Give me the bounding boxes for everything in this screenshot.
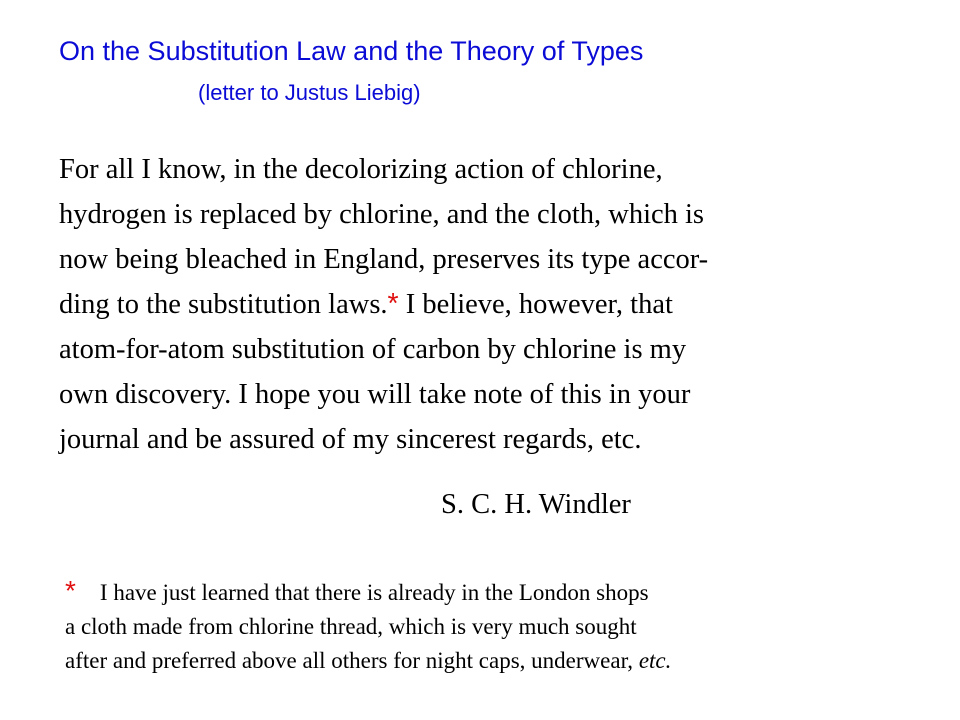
letter-body <box>59 147 939 462</box>
slide-subtitle: (letter to Justus Liebig) <box>198 80 421 105</box>
footnote-line-1 <box>65 574 945 610</box>
body-line-5: atom-for-atom substitution of carbon by chlorine is my <box>59 334 687 365</box>
footnote <box>65 574 945 678</box>
footnote-marker-asterisk: * <box>65 575 76 606</box>
footnote-line-3 <box>65 644 945 678</box>
signature: S. C. H. Windler <box>441 489 631 520</box>
body-line-3: now being bleached in England, preserves its type accor- <box>59 244 709 275</box>
footnote-etc-italic: etc. <box>638 648 672 673</box>
body-line-4-end: I believe, however, that <box>405 289 673 320</box>
body-line-4 <box>59 282 939 327</box>
footnote-line-1-text: I have just learned that there is already in the London shops <box>99 580 649 605</box>
body-line-6: own discovery. I hope you will take note of this in your <box>59 379 691 410</box>
body-line-4-start: ding to the substitution laws. <box>59 289 388 320</box>
body-line-2: hydrogen is replaced by chlorine, and the cloth, which is <box>59 199 705 230</box>
footnote-line-2: a cloth made from chlorine thread, which is very much sought <box>65 614 637 639</box>
footnote-reference-asterisk: * <box>387 288 399 320</box>
body-line-7: journal and be assured of my sincerest regards, etc. <box>59 424 642 455</box>
footnote-line-3-text: after and preferred above all others for night caps, underwear, <box>65 648 639 673</box>
slide-title: On the Substitution Law and the Theory of Types <box>59 36 644 66</box>
body-line-1: For all I know, in the decolorizing action of chlorine, <box>59 154 663 185</box>
